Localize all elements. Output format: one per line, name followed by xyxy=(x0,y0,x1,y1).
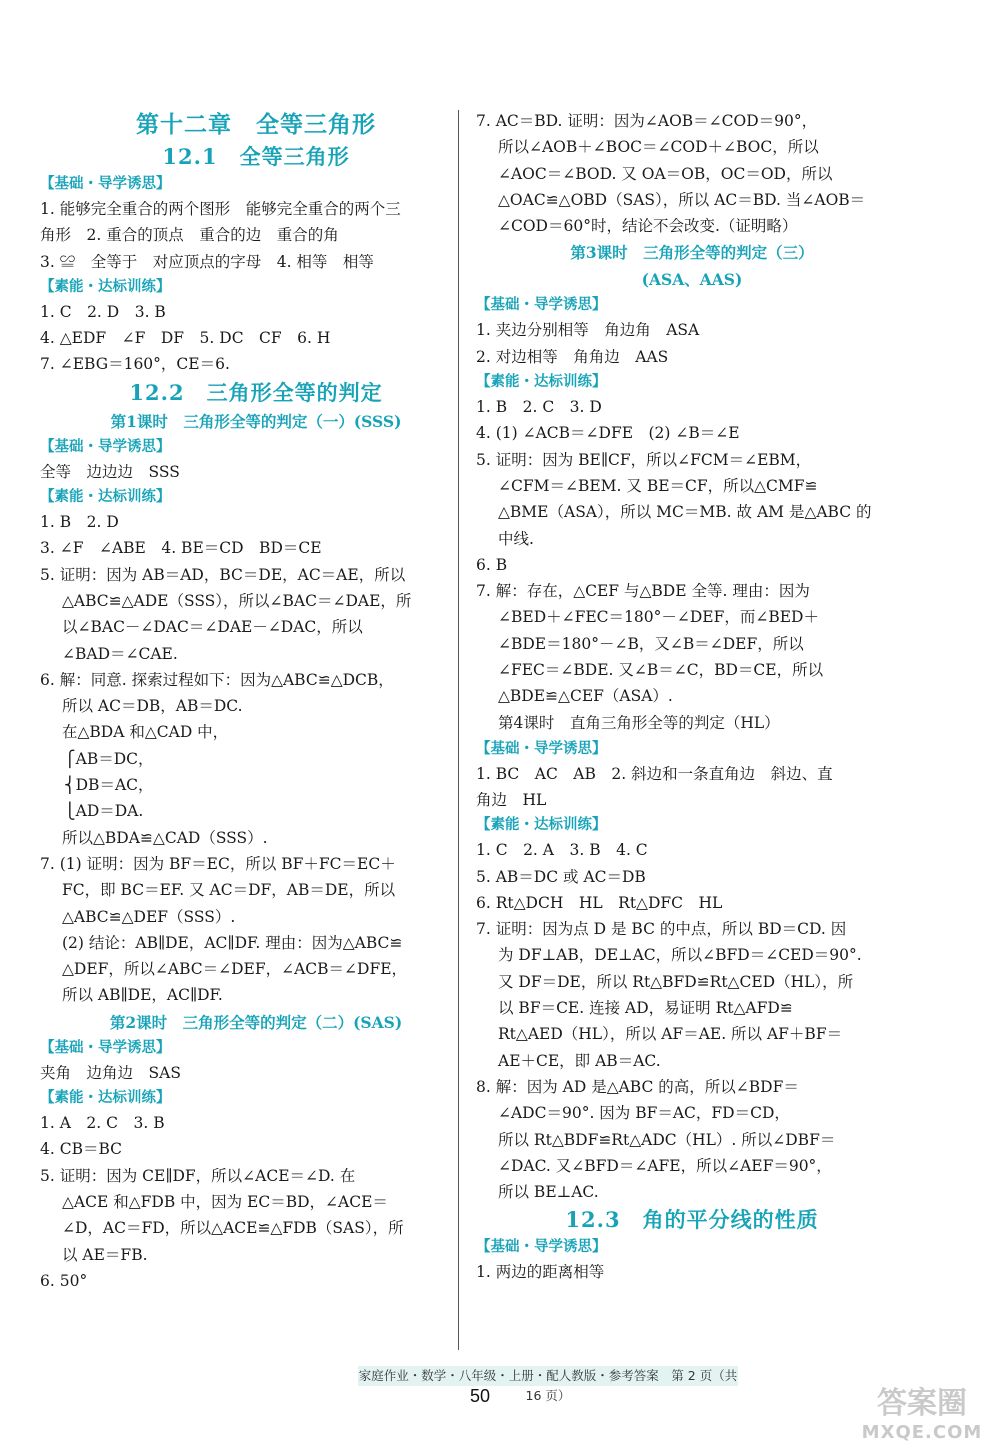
watermark-url: MXQE.COM xyxy=(861,1422,983,1443)
answer-line: 7. AC＝BD. 证明：因为∠AOB＝∠COD＝90°， xyxy=(476,112,818,130)
answer-line: △BDE≌△CEF（ASA）. xyxy=(498,687,673,706)
answer-line: △ACE 和△FDB 中，因为 EC＝BD，∠ACE＝ xyxy=(62,1192,388,1211)
answer-line: (2) 结论：AB∥DE，AC∥DF. 理由：因为△ABC≌ xyxy=(62,933,403,952)
answer-line: ∠ADC＝90°. 因为 BF＝AC，FD＝CD， xyxy=(498,1104,790,1123)
section-tag: 【基础・导学诱思】 xyxy=(40,175,171,192)
answer-line: 8. 解：因为 AD 是△ABC 的高，所以∠BDF＝ xyxy=(476,1077,799,1096)
answer-line: 所以 BE⊥AC. xyxy=(498,1183,599,1202)
answer-line: 在△BDA 和△CAD 中， xyxy=(62,723,229,742)
answer-line: 3. ∠F ∠ABE 4. BE＝CD BD＝CE xyxy=(40,539,322,558)
answer-line: ⎧AB＝DC， xyxy=(64,749,154,768)
answer-line: 7. (1) 证明：因为 BF＝EC，所以 BF＋FC＝EC＋ xyxy=(40,854,396,873)
answer-line: ∠BAD＝∠CAE. xyxy=(62,644,178,663)
section-tag: 【素能・达标训练】 xyxy=(40,1089,171,1107)
answer-line: 1. 夹边分别相等 角边角 ASA xyxy=(476,321,700,340)
answer-line: 以∠BAC－∠DAC＝∠DAE－∠DAC，所以 xyxy=(62,618,363,637)
answer-line: ∠DAC. 又∠BFD＝∠AFE，所以∠AEF＝90°， xyxy=(498,1156,832,1175)
lesson-title: 第1课时 三角形全等的判定（一）(SSS) xyxy=(110,411,402,431)
answer-line: 又 DF＝DE，所以 Rt△BFD≌Rt△CED（HL），所 xyxy=(498,972,854,991)
answer-line: ⎩AD＝DA. xyxy=(64,802,144,821)
answer-line: 中线. xyxy=(498,529,534,548)
answer-line: 6. B xyxy=(476,555,508,574)
section-tag: 【基础・导学诱思】 xyxy=(476,296,607,314)
section-tag: 【基础・导学诱思】 xyxy=(476,739,607,757)
lesson-title: 第4课时 直角三角形全等的判定（HL） xyxy=(498,713,780,732)
lesson-title: (ASA、AAS) xyxy=(641,270,743,290)
answer-line: 1. A 2. C 3. B xyxy=(40,1114,165,1133)
answer-line: 所以 Rt△BDF≌Rt△ADC（HL）. 所以∠DBF＝ xyxy=(498,1130,836,1149)
answer-line: FC，即 BC＝EF. 又 AC＝DF，AB＝DE，所以 xyxy=(62,881,396,900)
answer-line: ∠BED＋∠FEC＝180°－∠DEF，而∠BED＋ xyxy=(498,608,819,627)
answer-line: ∠COD＝60°时，结论不会改变.（证明略） xyxy=(498,217,798,236)
answer-line: ⎨DB＝AC， xyxy=(64,776,154,795)
answer-line: 4. △EDF ∠F DF 5. DC CF 6. H xyxy=(40,329,331,348)
lesson-title: 第2课时 三角形全等的判定（二）(SAS) xyxy=(109,1012,403,1032)
answer-line: 所以△BDA≌△CAD（SSS）. xyxy=(62,828,268,847)
answer-line: 以 BF＝CE. 连接 AD，易证明 Rt△AFD≌ xyxy=(498,999,793,1018)
answer-line: 1. 两边的距离相等 xyxy=(476,1263,605,1282)
section-title: 12.1 全等三角形 xyxy=(162,144,350,169)
section-tag: 【基础・导学诱思】 xyxy=(476,1238,607,1256)
answer-line: 所以 AB∥DE，AC∥DF. xyxy=(62,986,223,1005)
answer-line: 3. ≌ 全等于 对应顶点的字母 4. 相等 相等 xyxy=(40,252,374,271)
answer-line: △BME（ASA），所以 MC＝MB. 故 AM 是△ABC 的 xyxy=(498,503,872,522)
answer-line: 2. 对边相等 角角边 AAS xyxy=(476,347,669,366)
answer-line: 所以 AC＝DB，AB＝DC. xyxy=(62,697,243,716)
answer-line: 5. 证明：因为 AB＝AD，BC＝DE，AC＝AE，所以 xyxy=(40,565,406,584)
answer-line: ∠AOC＝∠BOD. 又 OA＝OB，OC＝OD，所以 xyxy=(498,164,833,183)
answer-line: ∠CFM＝∠BEM. 又 BE＝CF，所以△CMF≌ xyxy=(498,476,818,495)
section-title: 12.2 三角形全等的判定 xyxy=(129,379,383,405)
section-tag: 【素能・达标训练】 xyxy=(40,488,171,506)
answer-line: 1. B 2. D xyxy=(40,513,119,532)
section-tag: 【素能・达标训练】 xyxy=(476,816,607,834)
page-footer: 家庭作业・数学・八年级・上册・配人教版・参考答案 第 2 页（共 16 页） xyxy=(358,1368,738,1403)
lesson-title: 第3课时 三角形全等的判定（三） xyxy=(570,243,814,263)
answer-line: △ABC≌△DEF（SSS）. xyxy=(62,907,236,926)
left-column xyxy=(40,108,472,1294)
chapter-title: 第十二章 全等三角形 xyxy=(136,111,376,138)
answer-line: △OAC≌△OBD（SAS），所以 AC＝BD. 当∠AOB＝ xyxy=(498,190,866,209)
answer-line: 所以∠AOB＋∠BOC＝∠COD＋∠BOC，所以 xyxy=(498,138,819,157)
answer-line: 4. CB＝BC xyxy=(40,1140,123,1159)
section-tag: 【基础・导学诱思】 xyxy=(40,437,171,455)
answer-line: 以 AE＝FB. xyxy=(62,1245,148,1264)
answer-line: 4. (1) ∠ACB＝∠DFE (2) ∠B＝∠E xyxy=(476,424,740,443)
answer-line: ∠BDE＝180°－∠B，又∠B＝∠DEF，所以 xyxy=(498,634,804,653)
answer-line: 6. 解：同意. 探索过程如下：因为△ABC≌△DCB， xyxy=(40,670,394,689)
section-tag: 【素能・达标训练】 xyxy=(40,277,171,295)
answer-line: △DEF，所以∠ABC＝∠DEF，∠ACB＝∠DFE， xyxy=(62,960,408,979)
answer-line: 7. 证明：因为点 D 是 BC 的中点，所以 BD＝CD. 因 xyxy=(476,920,847,939)
right-column xyxy=(476,108,908,1286)
watermark-text: 答案圈 xyxy=(877,1386,967,1421)
answer-line: 夹角 边角边 SAS xyxy=(40,1063,181,1082)
section-tag: 【基础・导学诱思】 xyxy=(40,1038,171,1056)
answer-line: AE＋CE，即 AB＝AC. xyxy=(498,1051,661,1070)
answer-line: 5. 证明：因为 CE∥DF，所以∠ACE＝∠D. 在 xyxy=(40,1166,356,1185)
page-number: 50 xyxy=(469,1386,491,1406)
section-tag: 【素能・达标训练】 xyxy=(476,373,607,391)
answer-line: Rt△AED（HL），所以 AF＝AE. 所以 AF＋BF＝ xyxy=(498,1025,843,1044)
answer-line: 全等 边边边 SSS xyxy=(40,462,180,481)
answer-line: 5. AB＝DC 或 AC＝DB xyxy=(476,867,646,886)
answer-line: 1. B 2. C 3. D xyxy=(476,398,602,417)
answer-line: △ABC≌△ADE（SSS），所以∠BAC＝∠DAE，所 xyxy=(62,591,412,610)
answer-line: 为 DF⊥AB，DE⊥AC，所以∠BFD＝∠CED＝90°. xyxy=(498,946,862,965)
answer-line: 角边 HL xyxy=(476,790,547,809)
answer-line: 5. 证明：因为 BE∥CF，所以∠FCM＝∠EBM， xyxy=(476,450,812,469)
section-title: 12.3 角的平分线的性质 xyxy=(565,1207,819,1233)
answer-line: 1. BC AC AB 2. 斜边和一条直角边 斜边、直 xyxy=(476,764,833,783)
answer-line: ∠D，AC＝FD，所以△ACE≌△FDB（SAS），所 xyxy=(62,1219,404,1238)
watermark-logo xyxy=(852,1386,992,1450)
answer-line: 6. 50° xyxy=(40,1271,88,1290)
answer-line: 7. 解：存在，△CEF 与△BDE 全等. 理由：因为 xyxy=(476,582,810,601)
answer-line: 7. ∠EBG＝160°，CE＝6. xyxy=(40,355,230,374)
answer-line: 1. C 2. A 3. B 4. C xyxy=(476,841,648,860)
answer-line: 6. Rt△DCH HL Rt△DFC HL xyxy=(476,893,723,912)
answer-line: 1. 能够完全重合的两个图形 能够完全重合的两个三 xyxy=(40,200,401,218)
answer-line: ∠FEC＝∠BDE. 又∠B＝∠C，BD＝CE，所以 xyxy=(498,661,824,680)
answer-line: 角形 2. 重合的顶点 重合的边 重合的角 xyxy=(40,226,339,245)
answer-line: 1. C 2. D 3. B xyxy=(40,302,166,321)
